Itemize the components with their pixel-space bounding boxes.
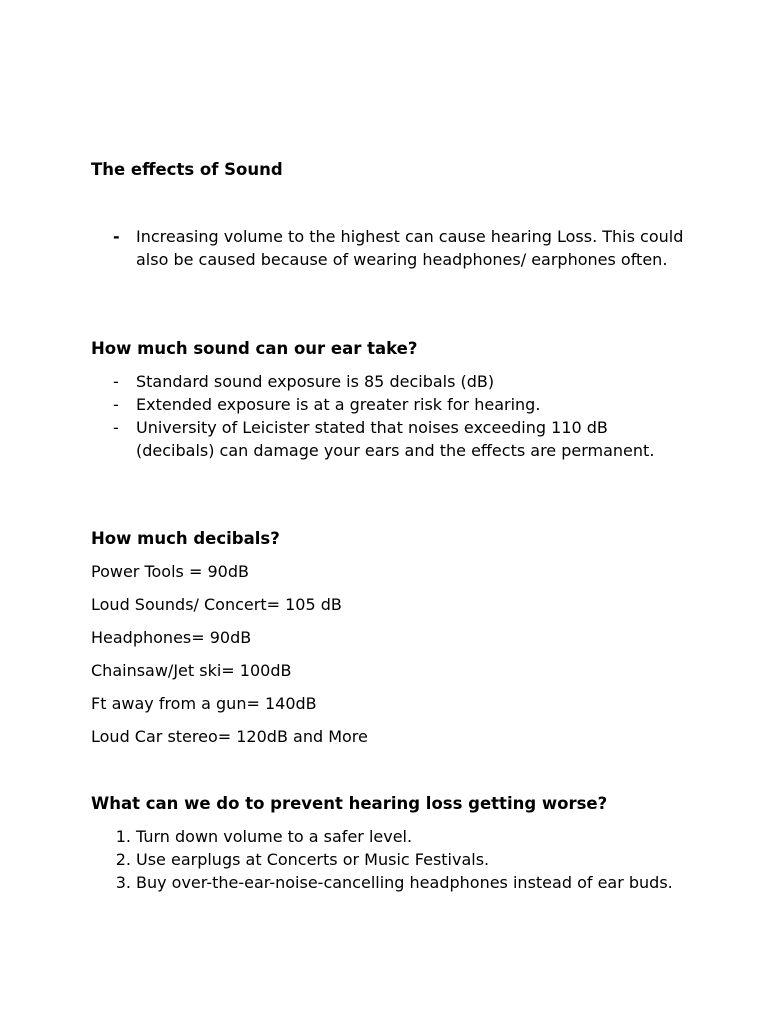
bullet-text: Increasing volume to the highest can cause hearing Loss. This could also be caused because of wearing headphones/ earphones often. (136, 227, 684, 269)
decibel-line-concert: Loud Sounds/ Concert= 105 dB (91, 595, 342, 614)
bullet-marker: - (113, 418, 119, 437)
section-heading-effects-of-sound: The effects of Sound (91, 160, 283, 179)
list-item (91, 393, 691, 416)
prevention-numbered-list (91, 825, 691, 894)
list-item (91, 825, 691, 848)
bullet-marker: - (113, 372, 119, 391)
section-heading-how-much-decibals: How much decibals? (91, 529, 280, 548)
exposure-bullet-list (91, 370, 691, 462)
list-item (91, 848, 691, 871)
bullet-text: Standard sound exposure is 85 decibals (dB) (136, 372, 495, 391)
list-item (91, 225, 691, 271)
decibel-line-headphones: Headphones= 90dB (91, 628, 252, 647)
list-item (91, 871, 691, 894)
list-text: Turn down volume to a safer level. (136, 827, 413, 846)
decibel-line-car-stereo: Loud Car stereo= 120dB and More (91, 727, 368, 746)
list-number: 1. (115, 827, 131, 846)
decibel-line-chainsaw: Chainsaw/Jet ski= 100dB (91, 661, 292, 680)
bullet-text: Extended exposure is at a greater risk for hearing. (136, 395, 541, 414)
list-text: Buy over-the-ear-noise-cancelling headphones instead of ear buds. (136, 873, 673, 892)
list-number: 3. (115, 873, 131, 892)
list-number: 2. (115, 850, 131, 869)
list-item (91, 370, 691, 393)
bullet-marker: - (113, 227, 120, 246)
section-heading-sound-ear-take: How much sound can our ear take? (91, 339, 418, 358)
decibel-line-gun: Ft away from a gun= 140dB (91, 694, 317, 713)
list-item (91, 416, 691, 462)
bullet-text: University of Leicister stated that noises exceeding 110 dB (decibals) can damage your ears and the effects are permanent. (136, 418, 655, 460)
decibel-line-power-tools: Power Tools = 90dB (91, 562, 249, 581)
bullet-marker: - (113, 395, 119, 414)
list-text: Use earplugs at Concerts or Music Festivals. (136, 850, 490, 869)
section-heading-prevent-hearing-loss: What can we do to prevent hearing loss getting worse? (91, 794, 608, 813)
effects-bullet-list (91, 225, 691, 271)
